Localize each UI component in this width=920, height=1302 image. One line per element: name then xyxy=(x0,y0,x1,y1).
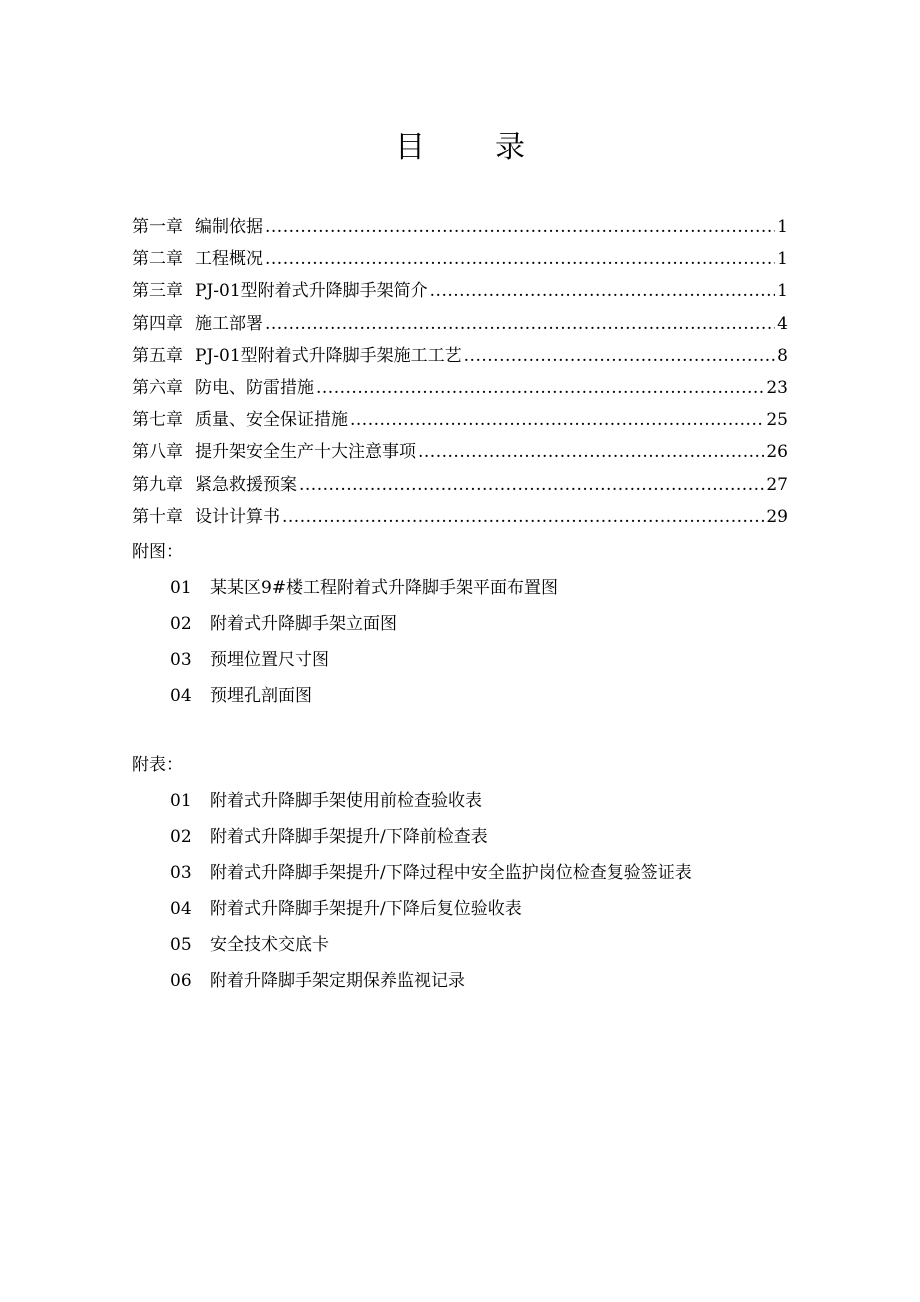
item-text: 预埋孔剖面图 xyxy=(210,686,312,706)
figures-label: 附图： xyxy=(132,542,183,562)
item-text: 安全技术交底卡 xyxy=(210,935,329,955)
figures-list xyxy=(170,573,810,717)
toc-page-number: 1 xyxy=(777,281,788,302)
toc-chapter: 第六章 xyxy=(132,377,183,398)
item-text: 附着式升降脚手架立面图 xyxy=(210,614,397,634)
toc-title: 施工部署 xyxy=(195,313,263,334)
toc-page-number: 1 xyxy=(777,249,788,270)
item-number: 03 xyxy=(170,863,192,883)
toc-entry-5[interactable] xyxy=(132,341,788,373)
toc-title: 工程概况 xyxy=(195,249,263,270)
toc-leader-dots xyxy=(282,507,764,527)
item-text: 附着式升降脚手架使用前检查验收表 xyxy=(210,791,482,811)
toc-entry-4[interactable] xyxy=(132,309,788,341)
toc-chapter: 第二章 xyxy=(132,249,183,270)
item-number: 04 xyxy=(170,686,192,706)
toc-entry-7[interactable] xyxy=(132,405,788,437)
item-text: 附着式升降脚手架提升/下降后复位验收表 xyxy=(210,899,522,919)
toc-title: 紧急救援预案 xyxy=(195,474,297,495)
toc-leader-dots xyxy=(418,442,764,462)
item-number: 05 xyxy=(170,935,192,955)
toc-leader-dots xyxy=(430,281,776,301)
toc-title: 编制依据 xyxy=(195,217,263,237)
toc-leader-dots xyxy=(299,475,764,495)
toc-title: 设计计算书 xyxy=(195,506,280,527)
toc-page-number: 1 xyxy=(777,217,788,237)
title-char-1: 目 xyxy=(395,130,425,165)
toc-leader-dots xyxy=(265,249,775,269)
toc-entry-2[interactable] xyxy=(132,244,788,276)
list-item xyxy=(170,609,810,645)
toc-chapter: 第一章 xyxy=(132,217,183,237)
toc-title: 防电、防雷措施 xyxy=(195,377,314,398)
toc-page-number: 29 xyxy=(766,506,788,527)
toc-leader-dots xyxy=(464,346,776,366)
item-number: 02 xyxy=(170,614,192,634)
item-number: 01 xyxy=(170,791,192,811)
toc-leader-dots xyxy=(265,217,775,237)
toc-chapter: 第九章 xyxy=(132,474,183,495)
tables-label: 附表： xyxy=(132,755,183,775)
list-item xyxy=(170,966,810,1002)
list-item xyxy=(170,822,810,858)
toc-title: 提升架安全生产十大注意事项 xyxy=(195,442,416,463)
toc-page-number: 26 xyxy=(766,442,788,463)
toc-entry-6[interactable] xyxy=(132,373,788,405)
toc-leader-dots xyxy=(265,314,775,334)
toc-chapter: 第七章 xyxy=(132,410,183,431)
toc-page-number: 4 xyxy=(777,313,788,334)
list-item xyxy=(170,858,810,894)
item-number: 02 xyxy=(170,827,192,847)
toc-page-number: 8 xyxy=(777,345,788,366)
item-number: 04 xyxy=(170,899,192,919)
item-number: 03 xyxy=(170,650,192,670)
toc-entry-1[interactable] xyxy=(132,212,788,244)
list-item xyxy=(170,573,810,609)
item-text: 附着式升降脚手架提升/下降过程中安全监护岗位检查复验签证表 xyxy=(210,863,692,883)
toc-page-number: 25 xyxy=(766,410,788,431)
list-item xyxy=(170,786,810,822)
item-text: 附着升降脚手架定期保养监视记录 xyxy=(210,971,465,991)
tables-list xyxy=(170,786,810,1002)
toc-page-number: 27 xyxy=(766,474,788,495)
toc-page-number: 23 xyxy=(766,377,788,398)
list-item xyxy=(170,894,810,930)
item-text: 预埋位置尺寸图 xyxy=(210,650,329,670)
toc-chapter: 第四章 xyxy=(132,313,183,334)
table-of-contents xyxy=(132,212,788,534)
item-text: 某某区9#楼工程附着式升降脚手架平面布置图 xyxy=(210,578,559,598)
toc-chapter: 第三章 xyxy=(132,281,183,302)
list-item xyxy=(170,930,810,966)
item-number: 06 xyxy=(170,971,192,991)
title-char-2: 录 xyxy=(495,130,525,165)
page-title xyxy=(0,122,920,166)
item-number: 01 xyxy=(170,578,192,598)
toc-chapter: 第十章 xyxy=(132,506,183,527)
item-text: 附着式升降脚手架提升/下降前检查表 xyxy=(210,827,488,847)
toc-chapter: 第五章 xyxy=(132,345,183,366)
toc-entry-3[interactable] xyxy=(132,276,788,308)
toc-chapter: 第八章 xyxy=(132,442,183,463)
list-item xyxy=(170,681,810,717)
list-item xyxy=(170,645,810,681)
toc-entry-8[interactable] xyxy=(132,437,788,469)
toc-entry-10[interactable] xyxy=(132,502,788,534)
toc-entry-9[interactable] xyxy=(132,470,788,502)
toc-title: PJ-01型附着式升降脚手架简介 xyxy=(195,281,428,302)
toc-title: 质量、安全保证措施 xyxy=(195,410,348,431)
toc-title: PJ-01型附着式升降脚手架施工工艺 xyxy=(195,345,462,366)
toc-leader-dots xyxy=(350,410,764,430)
toc-leader-dots xyxy=(316,378,764,398)
